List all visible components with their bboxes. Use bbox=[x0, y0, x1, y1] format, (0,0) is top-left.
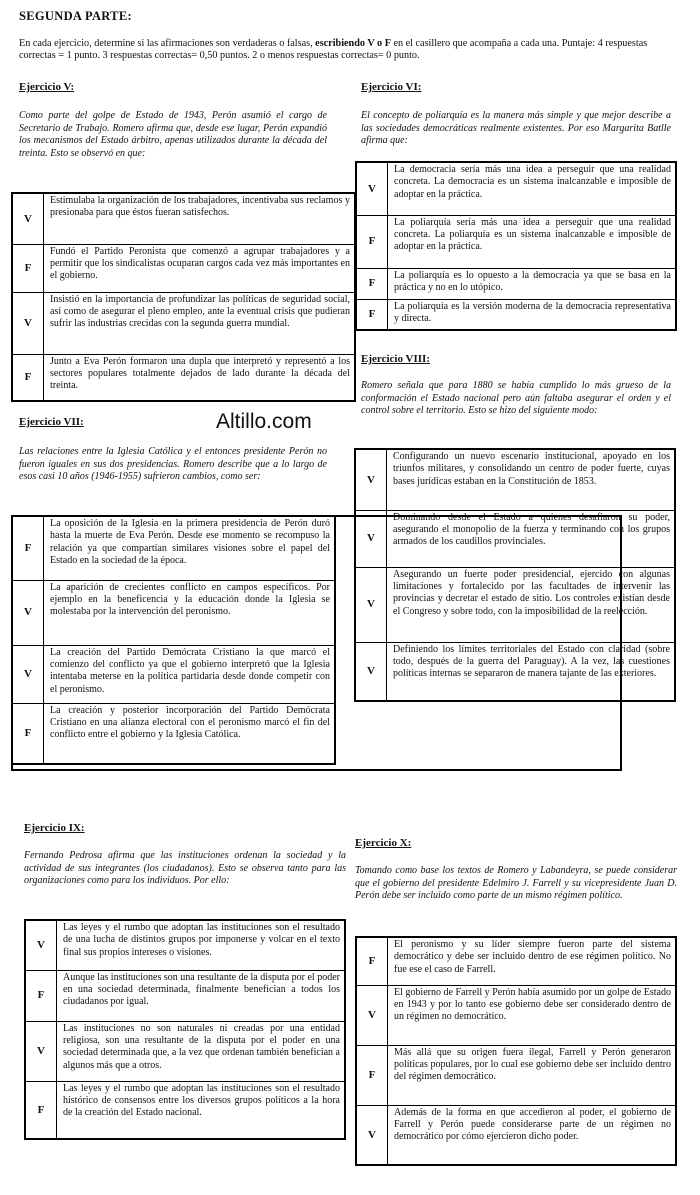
statement-text: Insistió en la importancia de profundizar las políticas de seguridad social, así como de asegurar el pleno empleo, ante la eventual crisis que pudieran sufrir las industrias crecidas con la segunda guerra mundial. bbox=[44, 292, 356, 354]
statement-text: Aunque las instituciones son una resultante de la disputa por el poder en una sociedad determinada, finalmente benefician a todos los ciudadanos por igual. bbox=[57, 970, 346, 1021]
watermark-altillo: Altillo.com bbox=[216, 410, 312, 433]
exercise-vii-intro: Las relaciones entre la Iglesia Católica y el entonces presidente Perón no fueron iguales en sus dos presidencias. Romero describe que a lo largo de esos casi 10 años (1946-1955) sufrieron cambios, como ser: bbox=[19, 446, 327, 483]
answer-cell[interactable]: F bbox=[356, 937, 388, 985]
exercise-x-intro: Tomando como base los textos de Romero y Labandeyra, se puede considerar que el gobierno del presidente Edelmiro J. Farrell y su vicepresidente Juan D. Perón debe ser incluido como parte de un mismo régimen político. bbox=[355, 865, 677, 902]
statement-text: La aparición de crecientes conflicto en campos específicos. Por ejemplo en la beneficencia y la educación donde la Iglesia se molestaba por la intervención del peronismo. bbox=[44, 580, 336, 645]
statement-text: Las leyes y el rumbo que adoptan las instituciones son el resultado de una lucha de distintos grupos por imponerse y volcar en el texto final sus propios intereses o visiones. bbox=[57, 920, 346, 970]
statement-text: Asegurando un fuerte poder presidencial, ejercido con algunas limitaciones y fortalecido por las facultades de intervenir las provincias y decretar el estado de sitio. Los controles existían desde el Congreso y sobre todo, con la imposibilidad de la reelección. bbox=[387, 567, 676, 642]
instructions: En cada ejercicio, determine si las afirmaciones son verdaderas o falsas, escribiendo V o F en el casillero que acompaña a cada una. Puntaje: 4 respuestas correctas = 1 punto. 3 respuestas correctas= 0,50 puntos. 2 o menos respuestas correctas= 0 punto. bbox=[19, 38, 648, 61]
statement-row bbox=[12, 354, 355, 401]
exercise-viii-intro: Romero señala que para 1880 se había cumplido lo más grueso de la conformación el Estado nacional pero aún faltaba asegurar el orden y el control sobre el territorio. Esto se hizo del siguiente modo: bbox=[361, 380, 671, 417]
exercise-vi-intro: El concepto de poliarquía es la manera más simple y que mejor describe a las sociedades democráticas realmente existentes. Por eso Margarita Batlle afirma que: bbox=[361, 110, 671, 147]
exercise-x-table bbox=[355, 936, 677, 1166]
statement-row bbox=[356, 268, 676, 299]
statement-text: La poliarquía es la versión moderna de la democracia representativa y directa. bbox=[388, 299, 677, 330]
statement-text: La creación y posterior incorporación del Partido Demócrata Cristiano en una alianza electoral con el peronismo marcó el fin del conflicto entre el gobierno y la Iglesia Católica. bbox=[44, 703, 336, 764]
answer-cell[interactable]: F bbox=[356, 299, 388, 330]
statement-row bbox=[356, 162, 676, 215]
answer-cell[interactable]: F bbox=[356, 1045, 388, 1105]
exercise-viii-title: Ejercicio VIII: bbox=[361, 353, 430, 365]
exercise-vii-table bbox=[11, 515, 336, 765]
statement-row bbox=[12, 193, 355, 244]
statement-text: Junto a Eva Perón formaron una dupla que interpretó y representó a los sectores populares totalmente dejados de lado durante la década del treinta. bbox=[44, 354, 356, 401]
exercise-vi-title: Ejercicio VI: bbox=[361, 81, 422, 93]
statement-text: Estimulaba la organización de los trabajadores, incentivaba sus reclamos y presionaba para que éstos fueran satisfechos. bbox=[44, 193, 356, 244]
statement-text: La oposición de la Iglesia en la primera presidencia de Perón duró hasta la muerte de Eva Perón. Desde ese momento se recompuso la relación ya que compartían similares visiones sobre el papel del Estado en la sociedad de la época. bbox=[44, 516, 336, 580]
statement-row bbox=[12, 703, 335, 764]
statement-row bbox=[12, 244, 355, 292]
statement-row bbox=[355, 510, 675, 567]
statement-text: La creación del Partido Demócrata Cristiano la que marcó el comienzo del conflicto ya que el gobierno interpretó que la Iglesia intentaba meterse en la política partidaria desde donde competir con el peronismo. bbox=[44, 645, 336, 703]
statement-text: La poliarquía es lo opuesto a la democracia ya que se basa en la práctica y no en lo utópico. bbox=[388, 268, 677, 299]
statement-text: El gobierno de Farrell y Perón había asumido por un golpe de Estado en 1943 y por lo tanto ese gobierno debe ser considerado dentro de un régimen no democrático. bbox=[388, 985, 677, 1045]
statement-row bbox=[12, 292, 355, 354]
exercise-ix-table bbox=[24, 919, 346, 1140]
statement-row bbox=[356, 1045, 676, 1105]
statement-text: Las leyes y el rumbo que adoptan las instituciones son el resultado histórico de consensos entre los diversos grupos políticos a la hora de la creación del Estado nacional. bbox=[57, 1081, 346, 1139]
statement-row bbox=[12, 516, 335, 580]
answer-cell[interactable]: V bbox=[355, 567, 387, 642]
statement-text: Configurando un nuevo escenario institucional, apoyado en los triunfos militares, y consolidando un centro de poder fuerte, cuyas bases jurídicas estaban en la Constitución de 1853. bbox=[387, 449, 676, 510]
answer-cell[interactable]: F bbox=[12, 703, 44, 764]
exercise-v-table bbox=[11, 192, 356, 402]
statement-row bbox=[25, 1021, 345, 1081]
answer-cell[interactable]: F bbox=[356, 268, 388, 299]
statement-text: Más allá que su origen fuera ilegal, Farrell y Perón generaron políticas populares, por lo cual ese gobierno debe ser incluido dentro del régimen democrático. bbox=[388, 1045, 677, 1105]
answer-cell[interactable]: F bbox=[12, 516, 44, 580]
statement-row bbox=[356, 1105, 676, 1165]
statement-row bbox=[356, 215, 676, 268]
statement-text: La poliarquía sería más una idea a perseguir que una realidad concreta. La poliarquía es un sistema inalcanzable e imposible de adoptar en la práctica. bbox=[388, 215, 677, 268]
statement-row bbox=[12, 580, 335, 645]
statement-text: Definiendo los límites territoriales del Estado con claridad (sobre todo, después de la guerra del Paraguay). A la vez, las cuestiones políticas internas se separaron de manera tajante de las exteriores. bbox=[387, 642, 676, 701]
answer-cell[interactable]: V bbox=[356, 1105, 388, 1165]
exercise-v-title: Ejercicio V: bbox=[19, 81, 75, 93]
answer-cell[interactable]: V bbox=[12, 580, 44, 645]
exercise-ix-intro: Fernando Pedrosa afirma que las instituciones ordenan la sociedad y la actividad de sus integrantes (los ciudadanos). Esto se observa tanto para las organizaciones como para los individuos. Por ello: bbox=[24, 850, 346, 887]
statement-text: La democracia sería más una idea a perseguir que una realidad concreta. La democracia es un sistema inalcanzable e imposible de adoptar en la práctica. bbox=[388, 162, 677, 215]
statement-row bbox=[355, 642, 675, 701]
statement-row bbox=[355, 449, 675, 510]
statement-row bbox=[25, 920, 345, 970]
answer-cell[interactable]: V bbox=[12, 292, 44, 354]
answer-cell[interactable]: V bbox=[356, 162, 388, 215]
answer-cell[interactable]: V bbox=[25, 1021, 57, 1081]
exercise-x-title: Ejercicio X: bbox=[355, 837, 412, 849]
statement-row bbox=[25, 1081, 345, 1139]
answer-cell[interactable]: V bbox=[12, 645, 44, 703]
statement-text: Además de la forma en que accedieron al poder, el gobierno de Farrell y Perón puede considerarse parte de un régimen no democrático por cómo ejercieron dicho poder. bbox=[388, 1105, 677, 1165]
statement-text: Las instituciones no son naturales ni creadas por una entidad religiosa, son una resultante de la disputa por el poder en una sociedad determinada que, a la vez que ordenan también benefician a algunos más que a otros. bbox=[57, 1021, 346, 1081]
answer-cell[interactable]: V bbox=[356, 985, 388, 1045]
answer-cell[interactable]: F bbox=[356, 215, 388, 268]
statement-row bbox=[25, 970, 345, 1021]
exercise-viii-table bbox=[354, 448, 676, 702]
statement-text: Dominando desde el Estado a quienes desafiaron su poder, asegurando el monopolio de la fuerza y terminando con los grupos armados de los caudillos provinciales. bbox=[387, 510, 676, 567]
statement-row bbox=[356, 985, 676, 1045]
answer-cell[interactable]: V bbox=[355, 642, 387, 701]
statement-text: El peronismo y su líder siempre fueron parte del sistema democrático y debe ser incluido dentro de ese régimen político. No fue ese el caso de Farrell. bbox=[388, 937, 677, 985]
exercise-vi-table bbox=[355, 161, 677, 331]
answer-cell[interactable]: V bbox=[355, 449, 387, 510]
answer-cell[interactable]: V bbox=[355, 510, 387, 567]
answer-cell[interactable]: F bbox=[25, 1081, 57, 1139]
statement-row bbox=[12, 645, 335, 703]
page-title: SEGUNDA PARTE: bbox=[19, 9, 132, 23]
answer-cell[interactable]: F bbox=[12, 354, 44, 401]
statement-row bbox=[355, 567, 675, 642]
answer-cell[interactable]: V bbox=[12, 193, 44, 244]
exercise-ix-title: Ejercicio IX: bbox=[24, 822, 85, 834]
exercise-v-intro: Como parte del golpe de Estado de 1943, Perón asumió el cargo de Secretario de Trabajo. Romero afirma que, desde ese lugar, Perón expandió los mecanismos del Estado árbitro, apenas utilizados durante la década del treinta. Esto se observó en que: bbox=[19, 110, 327, 159]
answer-cell[interactable]: F bbox=[12, 244, 44, 292]
statement-row bbox=[356, 937, 676, 985]
answer-cell[interactable]: V bbox=[25, 920, 57, 970]
answer-cell[interactable]: F bbox=[25, 970, 57, 1021]
statement-row bbox=[356, 299, 676, 330]
exercise-vii-title: Ejercicio VII: bbox=[19, 416, 84, 428]
statement-text: Fundó el Partido Peronista que comenzó a agrupar trabajadores y a permitir que los sindicalistas ocuparan cargos cada vez más importantes en el gobierno. bbox=[44, 244, 356, 292]
